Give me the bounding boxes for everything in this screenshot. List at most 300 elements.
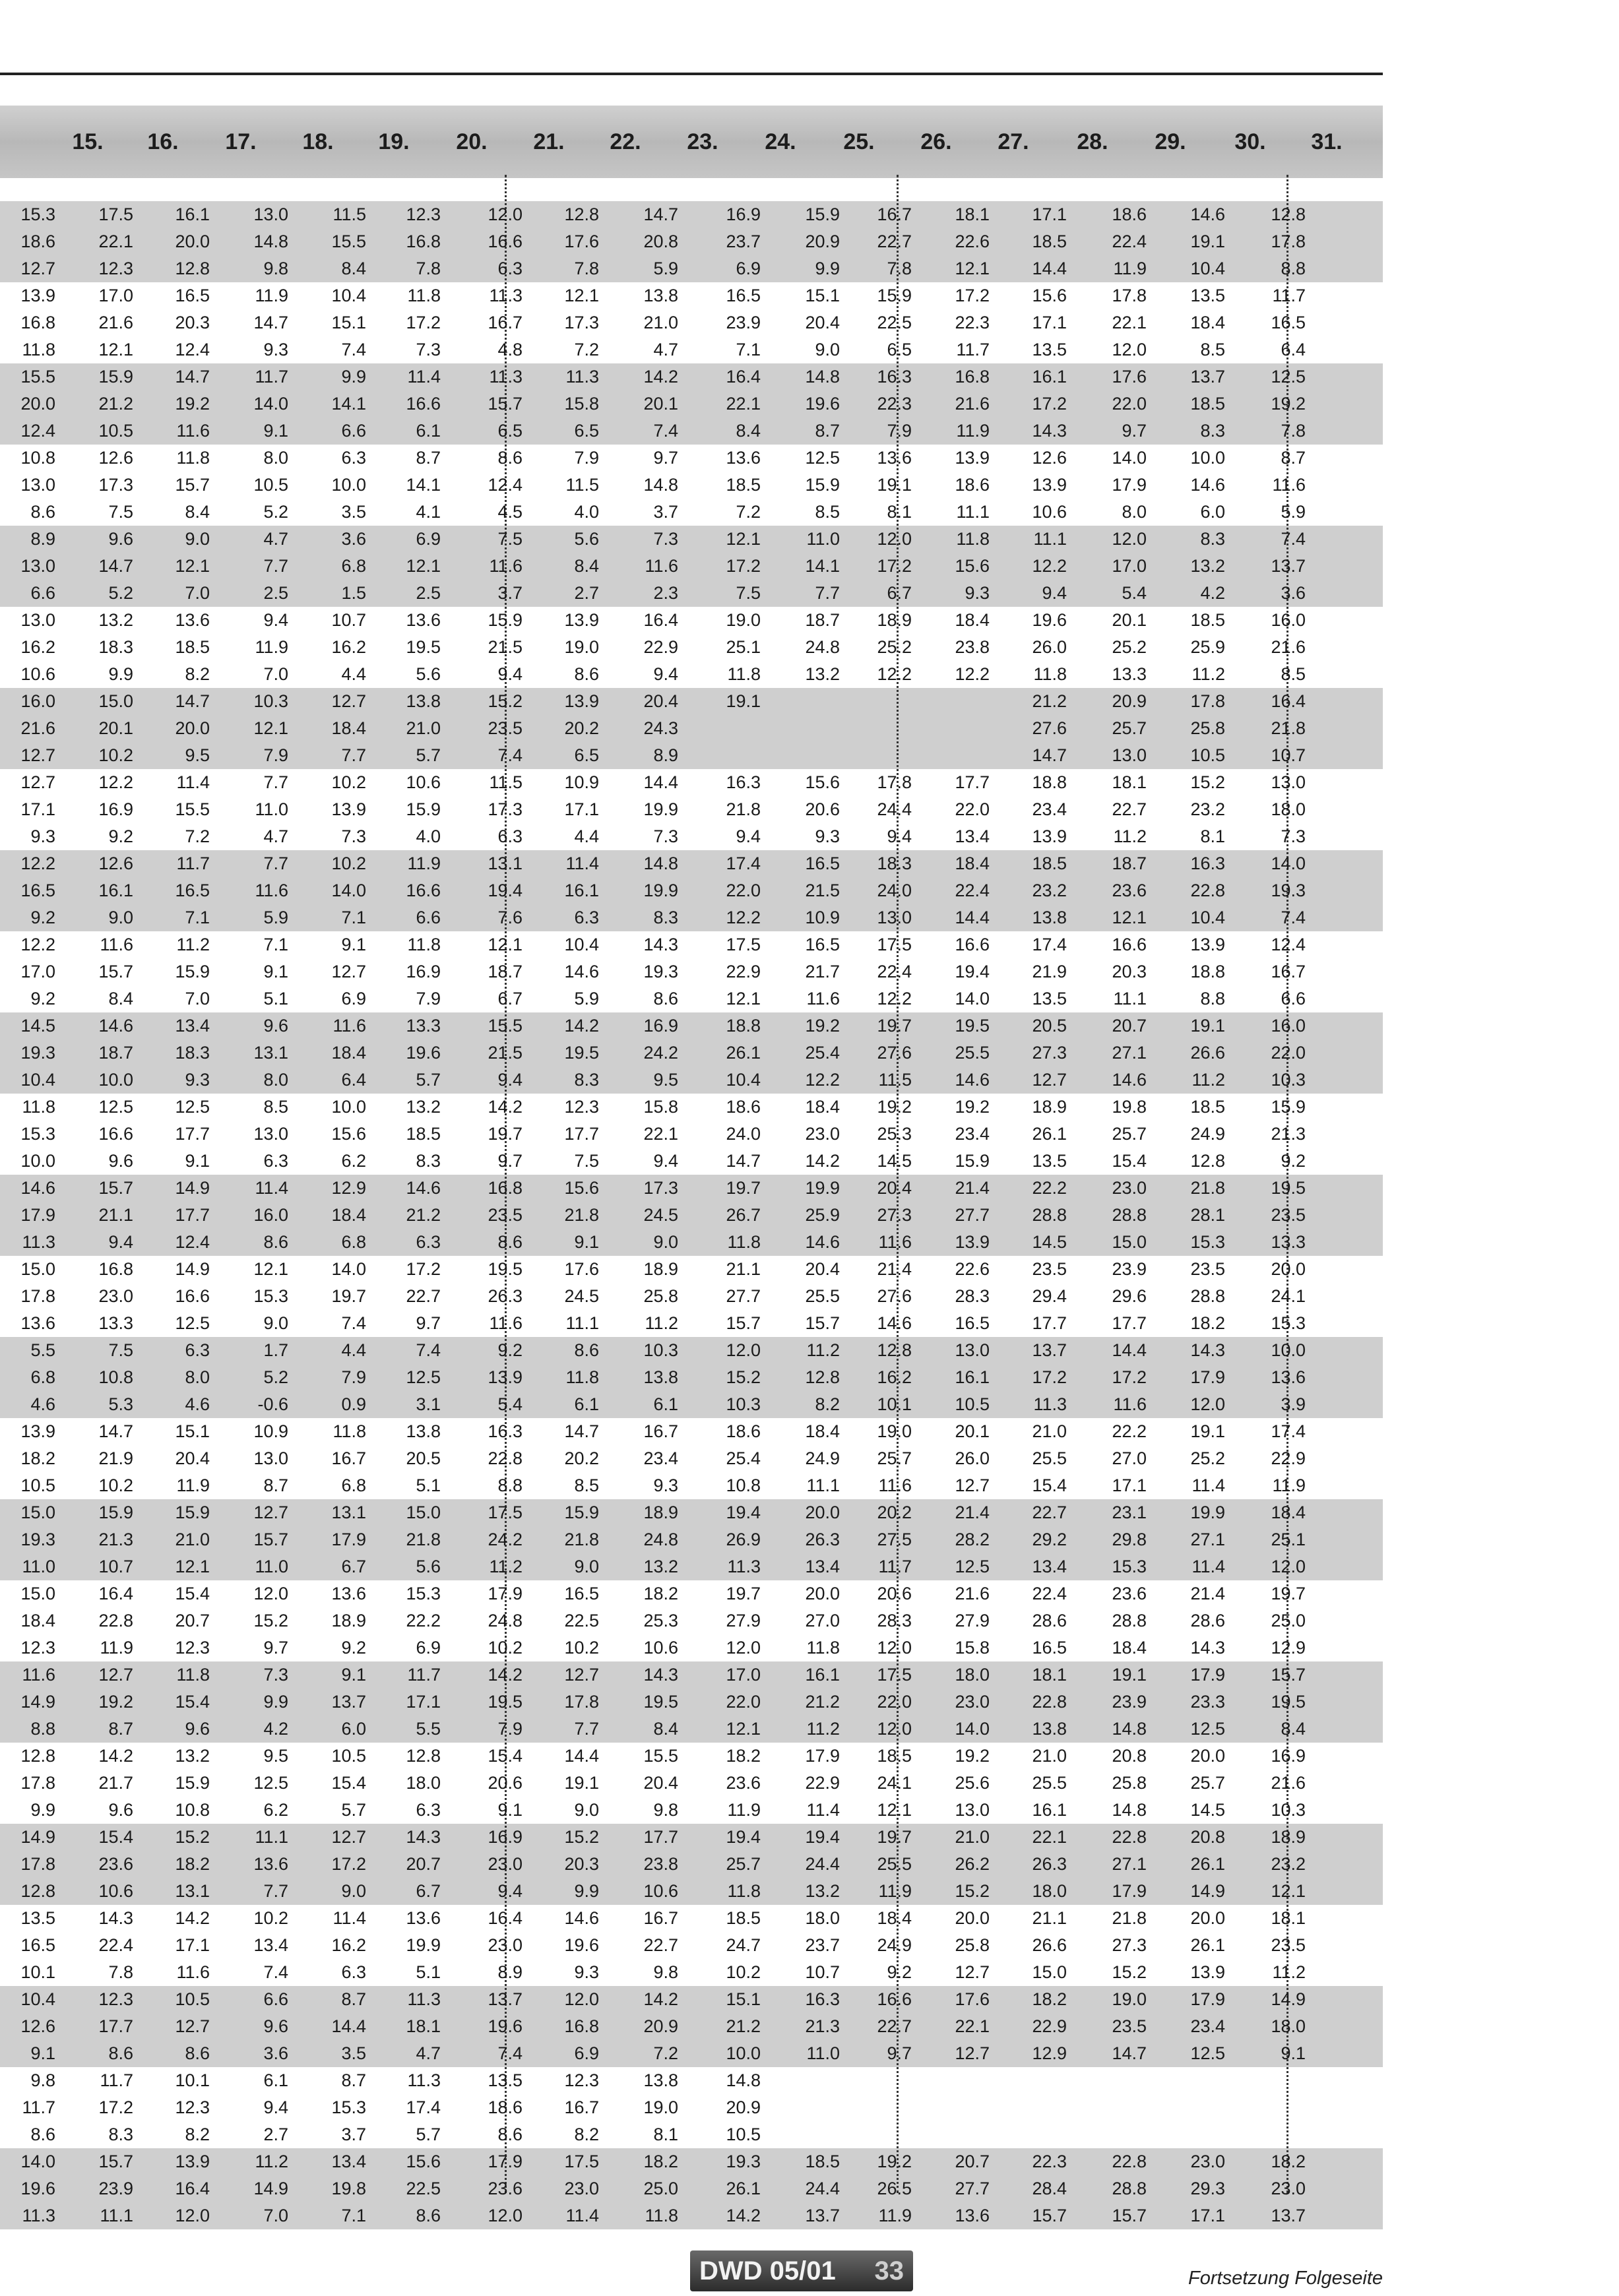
value-cell: 13.4 [955, 826, 990, 846]
value-cell: 9.9 [574, 1881, 599, 1901]
value-cell: 14.7 [1112, 2043, 1147, 2063]
value-cell: 28.1 [1190, 1205, 1225, 1225]
value-cell: 12.0 [877, 529, 912, 549]
value-cell: 13.7 [488, 1989, 523, 2009]
value-cell: 21.2 [805, 1692, 840, 1712]
value-cell: 13.4 [805, 1557, 840, 1576]
value-cell: 17.7 [643, 1827, 678, 1847]
value-cell: 6.3 [263, 1151, 288, 1171]
value-cell: 18.4 [805, 1421, 840, 1441]
value-cell: 25.4 [805, 1043, 840, 1063]
value-cell: 11.3 [22, 1232, 55, 1252]
value-cell: 12.2 [1032, 556, 1067, 576]
table-row [0, 2202, 1383, 2229]
value-cell: 17.9 [1190, 1665, 1225, 1685]
table-row [0, 1634, 1383, 1661]
value-cell: 12.3 [98, 259, 133, 278]
value-cell: 11.9 [1272, 1475, 1306, 1495]
value-cell: 18.5 [1190, 1097, 1225, 1117]
value-cell: 22.6 [955, 232, 990, 251]
value-cell: 23.9 [726, 313, 761, 332]
value-cell: 11.4 [255, 1178, 288, 1198]
table-row [0, 769, 1383, 796]
value-cell: 12.2 [805, 1070, 840, 1090]
value-cell: 7.4 [341, 1313, 366, 1333]
value-cell: 16.6 [98, 1124, 133, 1144]
value-cell: 14.8 [643, 475, 678, 495]
value-cell: 25.0 [1271, 1611, 1306, 1630]
value-cell: 7.7 [263, 853, 288, 873]
table-row [0, 2067, 1383, 2094]
value-cell: 13.3 [1271, 1232, 1306, 1252]
value-cell: 11.6 [489, 556, 523, 576]
value-cell: 17.9 [1112, 1881, 1147, 1901]
value-cell: 17.8 [20, 1286, 55, 1306]
value-cell: 22.1 [98, 232, 133, 251]
value-cell: 12.0 [877, 1638, 912, 1658]
value-cell: 13.2 [1190, 556, 1225, 576]
value-cell: 14.7 [175, 367, 210, 387]
value-cell: 10.2 [488, 1638, 523, 1658]
value-cell: 18.0 [406, 1773, 441, 1793]
value-cell: 9.0 [574, 1557, 599, 1576]
value-cell: 6.9 [416, 529, 441, 549]
value-cell: 12.0 [877, 1719, 912, 1739]
value-cell [1175, 2067, 1225, 2094]
value-cell: 4.7 [263, 529, 288, 549]
value-cell: 23.5 [1190, 1259, 1225, 1279]
value-cell: 17.7 [1112, 1313, 1147, 1333]
value-cell: 12.3 [98, 1989, 133, 2009]
value-cell: 14.9 [20, 1827, 55, 1847]
value-cell: 15.9 [98, 1503, 133, 1522]
value-cell: 13.9 [175, 2152, 210, 2171]
value-cell: 3.5 [341, 502, 366, 522]
value-cell: 13.7 [805, 2206, 840, 2225]
value-cell: 18.6 [20, 232, 55, 251]
value-cell: 18.2 [20, 1448, 55, 1468]
value-cell: 16.6 [877, 1989, 912, 2009]
value-cell: 22.9 [1032, 2016, 1067, 2036]
table-row [0, 1175, 1383, 1202]
value-cell: 16.9 [488, 1827, 523, 1847]
value-cell: 12.7 [955, 2043, 990, 2063]
table-row [0, 499, 1383, 526]
page-number: 33 [874, 2256, 904, 2285]
value-cell: 15.2 [253, 1611, 288, 1630]
value-cell: 14.6 [98, 1016, 133, 1036]
table-row [0, 282, 1383, 309]
value-cell: 20.5 [406, 1448, 441, 1468]
value-cell [1017, 2121, 1067, 2148]
value-cell: 14.8 [805, 367, 840, 387]
value-cell: 17.3 [488, 799, 523, 819]
value-cell: 19.4 [488, 881, 523, 900]
value-cell: 4.5 [497, 502, 523, 522]
value-cell: 14.4 [564, 1746, 599, 1766]
value-cell: 17.2 [726, 556, 761, 576]
temperature-table [0, 201, 1385, 2225]
value-cell: 18.4 [331, 1043, 366, 1063]
value-cell: 19.2 [955, 1097, 990, 1117]
issue-badge [690, 2250, 913, 2291]
value-cell: 21.8 [564, 1530, 599, 1549]
value-cell: 22.9 [1271, 1448, 1306, 1468]
value-cell: 10.5 [331, 1746, 366, 1766]
value-cell: 13.5 [1032, 989, 1067, 1008]
value-cell: 22.0 [1271, 1043, 1306, 1063]
value-cell: 18.7 [1112, 853, 1147, 873]
value-cell: 4.1 [416, 502, 441, 522]
value-cell: 17.2 [1032, 394, 1067, 414]
value-cell: 6.2 [341, 1151, 366, 1171]
value-cell: 5.7 [416, 1070, 441, 1090]
value-cell: 16.7 [1271, 962, 1306, 981]
value-cell: 14.2 [175, 1908, 210, 1928]
value-cell: 14.6 [564, 1908, 599, 1928]
value-cell: 24.1 [877, 1773, 912, 1793]
top-rule [0, 73, 1383, 75]
value-cell: 11.3 [489, 367, 523, 387]
table-row [0, 1851, 1383, 1878]
value-cell [939, 2067, 990, 2094]
table-row [0, 634, 1383, 661]
value-cell: 6.8 [341, 1232, 366, 1252]
value-cell: 11.6 [878, 1232, 912, 1252]
value-cell: 2.5 [416, 583, 441, 603]
value-cell: 7.3 [653, 529, 678, 549]
value-cell: 17.1 [564, 799, 599, 819]
value-cell: 3.6 [341, 529, 366, 549]
value-cell: 18.2 [1271, 2152, 1306, 2171]
value-cell: 16.3 [488, 1421, 523, 1441]
value-cell: 14.3 [1190, 1340, 1225, 1360]
value-cell: 9.5 [263, 1746, 288, 1766]
value-cell: 22.2 [1032, 1178, 1067, 1198]
value-cell: 13.9 [20, 286, 55, 305]
value-cell: 12.8 [20, 1746, 55, 1766]
value-cell: 11.3 [727, 1557, 761, 1576]
value-cell: 12.5 [406, 1367, 441, 1387]
value-cell: 10.4 [726, 1070, 761, 1090]
value-cell: 11.8 [333, 1421, 366, 1441]
value-cell: 7.1 [263, 935, 288, 954]
value-cell: 20.4 [643, 691, 678, 711]
value-cell: 12.0 [488, 2206, 523, 2225]
value-cell: 15.3 [1112, 1557, 1147, 1576]
value-cell: 8.4 [1281, 1719, 1306, 1739]
value-cell: 7.7 [263, 772, 288, 792]
value-cell: 16.1 [955, 1367, 990, 1387]
table-row [0, 1824, 1383, 1851]
value-cell: 23.3 [1190, 1692, 1225, 1712]
value-cell: 14.2 [488, 1665, 523, 1685]
value-cell: 12.7 [20, 259, 55, 278]
value-cell: 18.4 [20, 1611, 55, 1630]
value-cell: 27.3 [1032, 1043, 1067, 1063]
value-cell: 11.6 [333, 1016, 366, 1036]
value-cell: 19.7 [726, 1584, 761, 1603]
value-cell: 11.6 [176, 421, 210, 441]
value-cell: 15.8 [643, 1097, 678, 1117]
value-cell: 12.0 [1112, 340, 1147, 359]
value-cell: 18.4 [1271, 1503, 1306, 1522]
value-cell: 10.3 [1271, 1070, 1306, 1090]
value-cell: 11.8 [176, 1665, 210, 1685]
value-cell: 10.4 [1190, 908, 1225, 927]
value-cell: 12.8 [20, 1881, 55, 1901]
value-cell: 10.3 [643, 1340, 678, 1360]
value-cell: 6.7 [341, 1557, 366, 1576]
value-cell: 16.0 [253, 1205, 288, 1225]
value-cell: 15.5 [643, 1746, 678, 1766]
value-cell: 8.6 [108, 2043, 133, 2063]
value-cell: 21.6 [955, 1584, 990, 1603]
value-cell: 20.9 [1112, 691, 1147, 711]
value-cell: 29.3 [1190, 2179, 1225, 2198]
value-cell: 14.4 [331, 2016, 366, 2036]
value-cell: 25.5 [955, 1043, 990, 1063]
value-cell: 6.3 [574, 908, 599, 927]
table-row [0, 2013, 1383, 2040]
value-cell: 19.6 [406, 1043, 441, 1063]
table-row [0, 1716, 1383, 1743]
value-cell: 17.7 [98, 2016, 133, 2036]
value-cell: 7.5 [108, 502, 133, 522]
value-cell: 2.7 [574, 583, 599, 603]
table-row [0, 1607, 1383, 1634]
value-cell: 9.9 [108, 664, 133, 684]
value-cell: 14.0 [1112, 448, 1147, 468]
value-cell: 12.7 [331, 1827, 366, 1847]
value-cell: 16.6 [406, 881, 441, 900]
value-cell: 7.2 [653, 2043, 678, 2063]
value-cell: 11.6 [878, 1475, 912, 1495]
value-cell: 22.0 [726, 881, 761, 900]
value-cell: 17.2 [98, 2097, 133, 2117]
value-cell: 19.2 [1271, 394, 1306, 414]
value-cell: 20.8 [643, 232, 678, 251]
value-cell: 14.2 [564, 1016, 599, 1036]
value-cell: 9.6 [108, 1151, 133, 1171]
value-cell: 16.8 [955, 367, 990, 387]
value-cell: 15.2 [488, 691, 523, 711]
value-cell: 18.5 [1032, 232, 1067, 251]
value-cell: 16.9 [406, 962, 441, 981]
value-cell: 6.1 [263, 2070, 288, 2090]
value-cell: 8.6 [185, 2043, 210, 2063]
value-cell: 19.4 [955, 962, 990, 981]
value-cell: 22.5 [877, 313, 912, 332]
value-cell: 21.5 [488, 637, 523, 657]
value-cell: 23.7 [726, 232, 761, 251]
value-cell: 11.4 [806, 1800, 840, 1820]
value-cell: 15.7 [253, 1530, 288, 1549]
value-cell: 12.1 [564, 286, 599, 305]
value-cell: 16.5 [175, 881, 210, 900]
value-cell: 17.8 [20, 1773, 55, 1793]
value-cell: 3.5 [341, 2043, 366, 2063]
value-cell: 13.9 [955, 1232, 990, 1252]
value-cell: 8.4 [653, 1719, 678, 1739]
value-cell: 21.5 [805, 881, 840, 900]
value-cell: 12.0 [726, 1638, 761, 1658]
value-cell: 14.3 [1190, 1638, 1225, 1658]
value-cell: 24.8 [805, 637, 840, 657]
value-cell: 12.7 [1032, 1070, 1067, 1090]
value-cell [1255, 2121, 1306, 2148]
value-cell: 7.4 [497, 745, 523, 765]
value-cell: 7.4 [341, 340, 366, 359]
table-row [0, 877, 1383, 904]
value-cell: 13.9 [564, 610, 599, 630]
value-cell: 12.8 [877, 1340, 912, 1360]
value-cell: 6.3 [341, 1962, 366, 1982]
value-cell: 18.5 [877, 1746, 912, 1766]
value-cell: 24.9 [805, 1448, 840, 1468]
value-cell: 23.8 [955, 637, 990, 657]
value-cell: 7.1 [341, 908, 366, 927]
value-cell: 14.9 [1190, 1881, 1225, 1901]
value-cell: 10.8 [20, 448, 55, 468]
value-cell: 9.7 [653, 448, 678, 468]
value-cell: 23.0 [564, 2179, 599, 2198]
value-cell: 8.1 [653, 2125, 678, 2144]
value-cell: 15.9 [488, 610, 523, 630]
value-cell: 15.4 [175, 1584, 210, 1603]
value-cell: 10.8 [98, 1367, 133, 1387]
value-cell: 5.7 [341, 1800, 366, 1820]
value-cell: 8.5 [1200, 340, 1225, 359]
value-cell: 22.4 [98, 1935, 133, 1955]
value-cell: 11.1 [1113, 989, 1147, 1008]
value-cell [1096, 2067, 1147, 2094]
value-cell: 15.3 [1190, 1232, 1225, 1252]
value-cell: 28.6 [1190, 1611, 1225, 1630]
value-cell: 17.2 [877, 556, 912, 576]
value-cell: 11.6 [489, 1313, 523, 1333]
value-cell: 18.5 [175, 637, 210, 657]
value-cell: 27.7 [726, 1286, 761, 1306]
value-cell: 10.9 [564, 772, 599, 792]
value-cell: 16.4 [726, 367, 761, 387]
value-cell: 27.9 [955, 1611, 990, 1630]
value-cell: 28.4 [1032, 2179, 1067, 2198]
value-cell: 11.2 [1191, 664, 1225, 684]
value-cell: 14.6 [1112, 1070, 1147, 1090]
value-cell: 13.5 [1032, 1151, 1067, 1171]
value-cell: 12.7 [175, 2016, 210, 2036]
value-cell: 28.8 [1112, 1205, 1147, 1225]
value-cell: 8.3 [1200, 421, 1225, 441]
value-cell: 10.2 [331, 853, 366, 873]
value-cell: 12.6 [20, 2016, 55, 2036]
value-cell: 22.0 [877, 1692, 912, 1712]
value-cell: 12.2 [877, 989, 912, 1008]
value-cell: 13.9 [1032, 475, 1067, 495]
value-cell: 12.8 [564, 204, 599, 224]
value-cell: 22.1 [955, 2016, 990, 2036]
value-cell: 7.1 [341, 2206, 366, 2225]
value-cell: 26.0 [955, 1448, 990, 1468]
value-cell: 19.2 [955, 1746, 990, 1766]
table-row [0, 1770, 1383, 1797]
table-row [0, 336, 1383, 363]
value-cell: 25.7 [1112, 1124, 1147, 1144]
value-cell: 27.3 [877, 1205, 912, 1225]
value-cell: 18.1 [1112, 772, 1147, 792]
value-cell: 16.7 [877, 204, 912, 224]
value-cell: 7.3 [341, 826, 366, 846]
value-cell: 17.5 [726, 935, 761, 954]
value-cell: 24.0 [726, 1124, 761, 1144]
value-cell: 14.2 [643, 1989, 678, 2009]
value-cell: 11.0 [806, 529, 840, 549]
value-cell: 22.2 [406, 1611, 441, 1630]
value-cell: 24.8 [488, 1611, 523, 1630]
value-cell: 18.4 [331, 718, 366, 738]
value-cell: 24.4 [877, 799, 912, 819]
value-cell: 26.0 [1032, 637, 1067, 657]
value-cell: 24.5 [564, 1286, 599, 1306]
value-cell: 7.5 [736, 583, 761, 603]
value-cell: 19.8 [1112, 1097, 1147, 1117]
value-cell [790, 2094, 840, 2121]
value-cell: 8.4 [736, 421, 761, 441]
value-cell: 5.5 [416, 1719, 441, 1739]
value-cell: 13.3 [406, 1016, 441, 1036]
value-cell: 15.7 [175, 475, 210, 495]
value-cell: 13.6 [253, 1854, 288, 1874]
value-cell: 6.5 [497, 421, 523, 441]
value-cell: 12.5 [175, 1313, 210, 1333]
value-cell: 26.2 [955, 1854, 990, 1874]
value-cell: 24.4 [805, 2179, 840, 2198]
value-cell: 7.9 [341, 1367, 366, 1387]
value-cell: 15.9 [564, 1503, 599, 1522]
value-cell: 5.4 [497, 1394, 523, 1414]
value-cell: 12.3 [175, 2097, 210, 2117]
value-cell: 13.0 [20, 610, 55, 630]
value-cell [711, 742, 761, 769]
value-cell: 22.8 [488, 1448, 523, 1468]
value-cell: 13.1 [175, 1881, 210, 1901]
value-cell: 17.8 [877, 772, 912, 792]
value-cell: 14.7 [98, 1421, 133, 1441]
value-cell: 25.5 [805, 1286, 840, 1306]
value-cell: 13.3 [98, 1313, 133, 1333]
value-cell: 9.1 [263, 962, 288, 981]
value-cell: 11.2 [806, 1719, 840, 1739]
value-cell: 22.3 [877, 394, 912, 414]
value-cell: 11.8 [956, 529, 990, 549]
value-cell: 8.2 [815, 1394, 840, 1414]
value-cell: 6.0 [341, 1719, 366, 1739]
value-cell: 22.7 [1112, 799, 1147, 819]
value-cell: 7.9 [263, 745, 288, 765]
value-cell: 8.5 [815, 502, 840, 522]
value-cell: 13.4 [175, 1016, 210, 1036]
value-cell: 16.9 [643, 1016, 678, 1036]
value-cell: 5.2 [263, 1367, 288, 1387]
value-cell: 11.1 [1033, 529, 1067, 549]
value-cell: 9.2 [30, 989, 55, 1008]
value-cell: 16.8 [406, 232, 441, 251]
value-cell: 15.7 [805, 1313, 840, 1333]
day-header-row [0, 106, 1383, 178]
value-cell: 4.6 [30, 1394, 55, 1414]
value-cell: 25.7 [1112, 718, 1147, 738]
